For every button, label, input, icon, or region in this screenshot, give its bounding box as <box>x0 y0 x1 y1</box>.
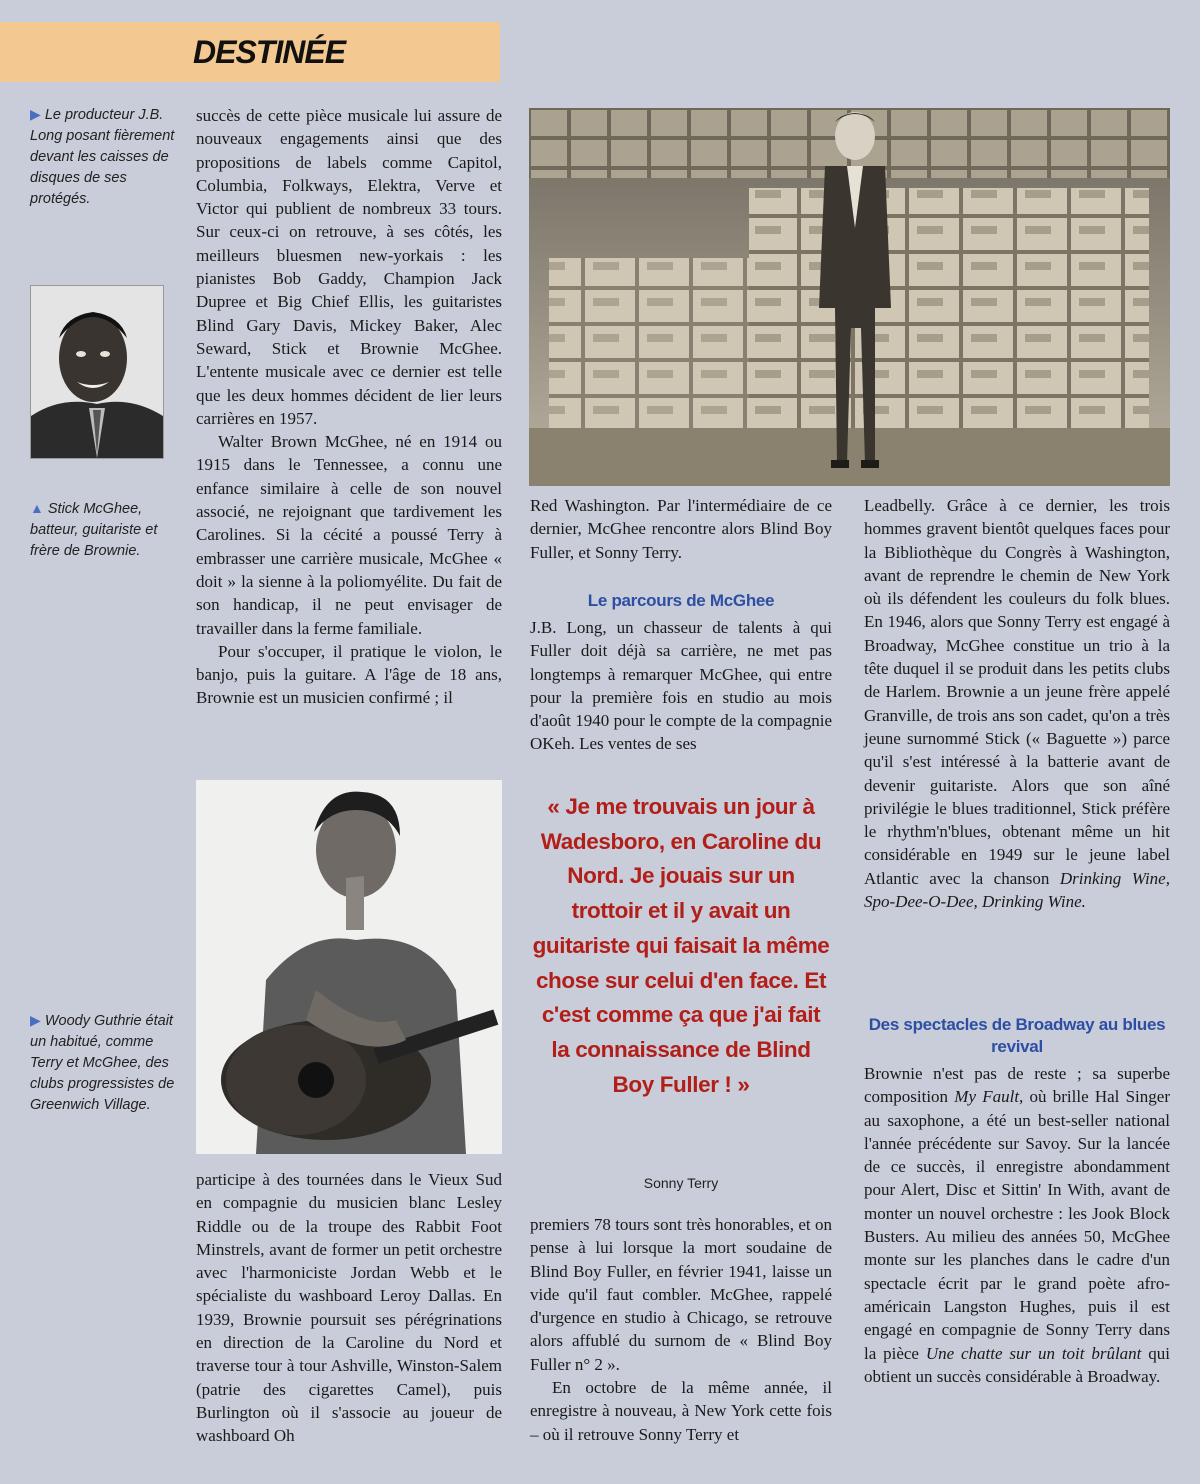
column3-top-text <box>864 494 1170 913</box>
paragraph: Red Washington. Par l'intermédiaire de ce dernier, McGhee rencontre alors Blind Boy Fuller, et Sonny Terry. <box>530 496 832 562</box>
caption-jb-long: ▶ Le producteur J.B. Long posant fièrement devant les caisses de disques de ses protégés. <box>30 106 175 207</box>
triangle-right-icon: ▶ <box>30 106 41 122</box>
column2-bottom-text <box>530 1213 832 1446</box>
triangle-right-icon: ▶ <box>30 1012 41 1028</box>
paragraph: J.B. Long, un chasseur de talents à qui Fuller doit déjà sa carrière, ne met pas longtemps à remarquer McGhee, qui entre pour la première fois en studio au mois d'août 1940 pour le compte de la compagnie OKeh. Les ventes de ses <box>530 618 832 754</box>
column2-middle-text <box>530 616 832 756</box>
column2-top-text <box>530 494 832 564</box>
subhead-broadway: Des spectacles de Broadway au blues revival <box>868 1015 1166 1056</box>
paragraph: Pour s'occuper, il pratique le violon, le banjo, puis la guitare. A l'âge de 18 ans, Brownie est un musicien confirmé ; il <box>196 641 502 708</box>
paragraph: premiers 78 tours sont très honorables, et on pense à lui lorsque la mort soudaine de Blind Boy Fuller, en février 1941, laisse un vide qu'il faut combler. McGhee, rappelé d'urgence en studio à Chicago, se retrouve alors affublé du surnom de « Blind Boy Fuller n° 2 ». <box>530 1215 832 1374</box>
paragraph: participe à des tournées dans le Vieux Sud en compagnie du musicien blanc Lesley Riddle ou de la troupe des Rabbit Foot Minstrels, avant de former un petit orchestre avec l'harmoniciste Jordan Webb et le spécialiste du washboard Leroy Dallas. En 1939, Brownie poursuit ses pérégrinations en direction de la Caroline du Nord et traverse tour à tour Ashville, Winston-Salem (patrie des cigarettes Camel), puis Burlington où il s'associe au joueur de washboard Oh <box>196 1170 502 1446</box>
paragraph: Walter Brown McGhee, né en 1914 ou 1915 dans le Tennessee, a connu une enfance similaire à celle de son nouvel associé, ne rejoignant que tardivement les Carolines. Si la cécité a poussé Terry à embrasser une carrière musicale, McGhee « doit » la sienne à la poliomyélite. Du fait de son handicap, il ne peut envisager de travailler dans la ferme familiale. <box>196 432 502 638</box>
paragraph: Brownie n'est pas de reste ; sa superbe composition My Fault, où brille Hal Singer au saxophone, a été un best-seller national l'année précédente sur Savoy. Sur la lancée de ce succès, il enregistre abondamment pour Alert, Disc et Sittin' In With, avant de monter un nouvel orchestre : les Jook Block Busters. Au milieu des années 50, McGhee monte sur les planches dans le cadre d'un spectacle écrit par le grand poète afro-américain Langston Hughes, puis il est engagé en compagnie de Sonny Terry dans la pièce Une chatte sur un toit brûlant qui obtient un succès considérable à Broadway. <box>864 1064 1170 1386</box>
triangle-up-icon: ▲ <box>30 500 44 516</box>
caption-stick: ▲ Stick McGhee, batteur, guitariste et frère de Brownie. <box>30 500 158 559</box>
caption-woody: ▶ Woody Guthrie était un habitué, comme Terry et McGhee, des clubs progressistes de Greenwich Village. <box>30 1012 175 1113</box>
pull-quote: « Je me trouvais un jour à Wadesboro, en Caroline du Nord. Je jouais sur un trottoir et il y avait un guitariste qui faisait la même chose sur celui d'en face. Et c'est comme ça que j'ai fait la connaissance de Blind Boy Fuller ! » <box>532 794 830 1097</box>
photo-jb-long-crates <box>529 108 1170 486</box>
subhead-parcours: Le parcours de McGhee <box>587 591 775 610</box>
column1-top-text <box>196 104 502 710</box>
section-title: DESTINÉE <box>193 34 346 70</box>
paragraph: En octobre de la même année, il enregistre à nouveau, à New York cette fois – où il retrouve Sonny Terry et <box>530 1378 832 1444</box>
column1-bottom-text <box>196 1168 502 1448</box>
photo-stick-mcghee <box>30 285 164 459</box>
photo-woody-guthrie <box>196 780 502 1154</box>
paragraph: Leadbelly. Grâce à ce dernier, les trois hommes gravent bientôt quelques faces pour la Bibliothèque du Congrès à Washington, avant de reprendre le chemin de New York où ils défendent les couleurs du folk blues. En 1946, alors que Sonny Terry est engagé à Broadway, McGhee constitue un trio à la tête duquel il se produit dans les petits clubs de Harlem. Brownie a un jeune frère appelé Granville, de trois ans son cadet, qu'on a très jeune surnommé Stick (« Baguette ») parce qu'il s'est intéressé à la batterie avant de devenir guitariste. Alors que son aîné privilégie le blues traditionnel, Stick préfère le rhythm'n'blues, obtenant même un hit considérable en 1949 sur le jeune label Atlantic avec la chanson Drinking Wine, Spo-Dee-O-Dee, Drinking Wine. <box>864 496 1170 912</box>
column3-bottom-text <box>864 1062 1170 1388</box>
paragraph: succès de cette pièce musicale lui assure de nouveaux engagements ainsi que des propositions de labels comme Capitol, Columbia, Folkways, Elektra, Verve et Victor qui publient de nombreux 33 tours. Sur ceux-ci on retrouve, à ses côtés, les meilleurs bluesmen new-yorkais : les pianistes Bob Gaddy, Champion Jack Dupree et Big Chief Ellis, les guitaristes Blind Gary Davis, Mickey Baker, Alec Seward, Stick et Brownie McGhee. L'entente musicale avec ce dernier est telle que les deux hommes décident de lier leurs carrières en 1957. <box>196 106 502 428</box>
quote-author: Sonny Terry <box>643 1175 719 1191</box>
